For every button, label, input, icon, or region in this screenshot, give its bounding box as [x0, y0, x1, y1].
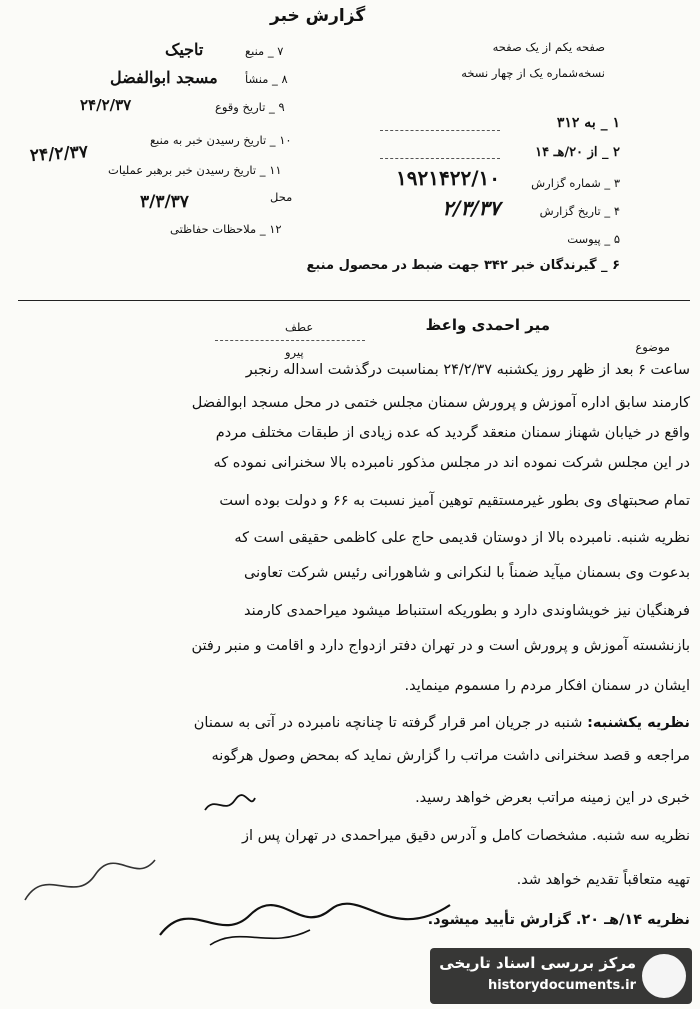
- subject-value: میر احمدی واعظ: [425, 316, 550, 334]
- archive-logo-icon: [642, 954, 686, 998]
- field-11-place-label: محل: [270, 190, 293, 204]
- report-line: ایشان در سمنان افکار مردم را مسموم مینماید.: [404, 678, 690, 694]
- field-9-label: ۹ _ تاریخ وقوع: [215, 100, 285, 114]
- field-1-recipient: ۱ _ به ۳۱۲: [556, 115, 620, 131]
- opinion-sunday-label: نظریه یکشنبه:: [587, 715, 690, 731]
- field-7-value: تاجیک: [165, 40, 204, 59]
- field-10-value: ۲۴/۲/۳۷: [29, 141, 89, 167]
- field-3-value: ۱۹۲۱۴۲۲/۱۰: [396, 166, 500, 190]
- field-8-value: مسجد ابوالفضل: [110, 68, 218, 87]
- field-5-attachment: ۵ _ پیوست: [567, 232, 620, 246]
- report-line: بازنشسته آموزش و پرورش است و در تهران دفتر ازدواج دارد و اقامت و منبر رفتن: [191, 638, 690, 654]
- field-4-label: ۴ _ تاریخ گزارش: [539, 204, 620, 218]
- subject-label: موضوع: [635, 340, 670, 354]
- archive-org-name: مرکز بررسی اسناد تاریخی: [439, 954, 636, 972]
- copy-count: نسخه‌شماره یک از چهار نسخه: [461, 66, 605, 80]
- field-6-recipients: [307, 258, 621, 273]
- report-line: نظریه شنبه. نامبرده بالا از دوستان قدیمی حاج علی کاظمی حقیقی است که: [234, 530, 690, 546]
- opinion-tuesday-line-1: نظریه سه شنبه. مشخصات کامل و آدرس دقیق میراحمدی در تهران پس از: [242, 828, 690, 844]
- divider: [380, 158, 500, 159]
- report-line: تمام صحبتهای وی بطور غیرمستقیم توهین آمیز نسبت به ۶۶ و دولت بوده است: [219, 493, 690, 509]
- header-rule: [18, 300, 690, 301]
- field-11-label: ۱۱ _ تاریخ رسیدن خبر برهبر عملیات: [108, 163, 282, 177]
- field-12-label: ۱۲ _ ملاحظات حفاظتی: [170, 222, 282, 236]
- handwritten-signature: [150, 885, 480, 955]
- opinion-sunday-line-2: مراجعه و قصد سخنرانی داشت مراتب را گزارش نماید که بمحض وصول هرگونه: [211, 748, 690, 764]
- field-10-label: ۱۰ _ تاریخ رسیدن خبر به منبع: [150, 133, 292, 147]
- field-7-label: ۷ _ منبع: [245, 44, 284, 58]
- field-11-value: ۳/۳/۳۷: [140, 192, 189, 212]
- field-6-text: ۶ _ گیرندگان خبر ۳۴۲ جهت ضبط در محصول منبع: [306, 258, 620, 273]
- report-line: بدعوت وی بسمنان میآید ضمناً با لنکرانی و شاهورانی رئیس شرکت تعاونی: [243, 565, 690, 581]
- report-line: در این مجلس شرکت نموده اند در مجلس مذکور نامبرده بالا سخنرانی نموده که: [213, 455, 690, 471]
- opinion-sunday-line-1: شنبه در جریان امر قرار گرفته تا چنانچه نامبرده در آتی به سمنان: [193, 715, 583, 731]
- field-9-value: ۲۴/۲/۳۷: [80, 96, 132, 114]
- field-3-label: ۳ _ شماره گزارش: [531, 176, 620, 190]
- opinion-sunday-line-3: خبری در این زمینه مراتب بعرض خواهد رسید.: [415, 790, 690, 806]
- opinion-sunday: [0, 715, 690, 731]
- divider: [380, 130, 500, 131]
- page-title: گزارش خبر: [270, 6, 366, 26]
- report-line: ساعت ۶ بعد از ظهر روز یکشنبه ۲۴/۲/۳۷ بمناسبت درگذشت اسداله رنجبر: [245, 362, 690, 378]
- ref-atf: عطف: [285, 320, 314, 334]
- field-2-from: ۲ _ از ۲۰/هـ ۱۴: [535, 145, 620, 160]
- margin-annotation: [15, 845, 165, 915]
- field-8-label: ۸ _ منشأ: [245, 72, 288, 86]
- report-line: فرهنگیان نیز خویشاوندی دارد و بطوریکه استنباط میشود میراحمدی کارمند: [243, 603, 690, 619]
- divider: [215, 340, 365, 341]
- page-count: صفحه یکم از یک صفحه: [492, 40, 605, 54]
- archive-site: historydocuments.ir: [487, 978, 636, 993]
- final-opinion: نظریه ۱۴/هـ ۲۰. گزارش تأیید میشود.: [427, 912, 690, 928]
- archive-watermark: [430, 948, 692, 1004]
- field-4-value: ۲/۳/۳۷: [442, 196, 500, 220]
- report-line: واقع در خیابان شهناز سمنان منعقد گردید که عده زیادی از طبقات مختلف مردم: [215, 425, 690, 441]
- report-line: کارمند سابق اداره آموزش و پرورش سمنان مجلس ختمی در محل مسجد ابوالفضل: [191, 395, 690, 411]
- opinion-tuesday-line-2: تهیه متعاقباً تقدیم خواهد شد.: [516, 872, 690, 888]
- initials-scribble: [200, 790, 260, 820]
- ref-piro: پیرو: [285, 345, 304, 359]
